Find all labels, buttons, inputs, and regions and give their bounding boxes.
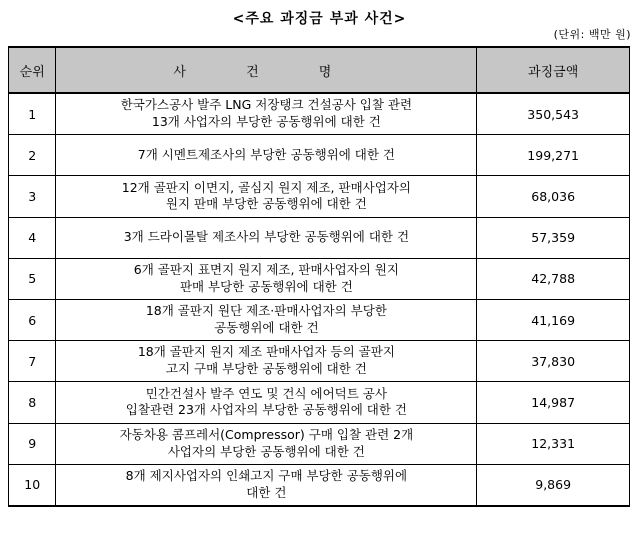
rank-cell: 7: [9, 341, 56, 382]
case-name-line: 판매 부당한 공동행위에 대한 건: [179, 278, 353, 294]
case-name-cell: [56, 135, 477, 176]
fine-amount-cell: 350,543: [477, 93, 630, 135]
table-row: [9, 464, 630, 506]
rank-cell: 4: [9, 217, 56, 258]
fine-amount-cell: 12,331: [477, 423, 630, 464]
case-name-line: 3개 드라이몰탈 제조사의 부당한 공동행위에 대한 건: [123, 229, 410, 245]
fine-amount-cell: 37,830: [477, 341, 630, 382]
case-name-line: 원지 판매 부당한 공동행위에 대한 건: [165, 196, 367, 212]
rank-cell: 3: [9, 176, 56, 217]
fine-amount-cell: 9,869: [477, 464, 630, 506]
case-name-line: 18개 골판지 원단 제조·판매사업자의 부당한: [145, 303, 387, 319]
case-name-cell: [56, 341, 477, 382]
case-name-line: 공동행위에 대한 건: [214, 320, 319, 336]
table-row: [9, 258, 630, 299]
case-name-line: 대한 건: [246, 484, 287, 500]
rank-cell: 6: [9, 299, 56, 340]
rank-cell: 2: [9, 135, 56, 176]
case-name-line: 13개 사업자의 부당한 공동행위에 대한 건: [151, 114, 381, 130]
fine-amount-cell: 199,271: [477, 135, 630, 176]
header-case-name: 사 건 명: [56, 47, 477, 93]
header-rank: 순위: [9, 47, 56, 93]
rank-cell: 1: [9, 93, 56, 135]
rank-cell: 5: [9, 258, 56, 299]
fines-table: [8, 46, 630, 507]
case-name-cell: [56, 258, 477, 299]
table-header-row: [9, 47, 630, 93]
case-name-cell: [56, 464, 477, 506]
table-row: [9, 382, 630, 423]
fine-amount-cell: 57,359: [477, 217, 630, 258]
table-row: [9, 423, 630, 464]
case-name-line: 자동차용 콤프레서(Compressor) 구매 입찰 관련 2개: [119, 426, 414, 442]
rank-cell: 10: [9, 464, 56, 506]
case-name-line: 6개 골판지 표면지 원지 제조, 판매사업자의 원지: [133, 261, 399, 277]
case-name-line: 고지 구매 부당한 공동행위에 대한 건: [165, 361, 367, 377]
table-row: [9, 217, 630, 258]
case-name-line: 사업자의 부당한 공동행위에 대한 건: [167, 443, 365, 459]
table-row: [9, 299, 630, 340]
case-name-line: 12개 골판지 이면지, 골심지 원지 제조, 판매사업자의: [121, 179, 411, 195]
table-row: [9, 93, 630, 135]
unit-note: (단위: 백만 원): [553, 28, 631, 41]
header-fine-amount: 과징금액: [477, 47, 630, 93]
case-name-line: 민간건설사 발주 연도 및 건식 에어덕트 공사: [145, 385, 387, 401]
fine-amount-cell: 68,036: [477, 176, 630, 217]
fine-amount-cell: 14,987: [477, 382, 630, 423]
rank-cell: 9: [9, 423, 56, 464]
case-name-line: 18개 골판지 원지 제조 판매사업자 등의 골판지: [137, 344, 395, 360]
case-name-cell: [56, 382, 477, 423]
case-name-line: 8개 제지사업자의 인쇄고지 구매 부당한 공동행위에: [125, 467, 408, 483]
case-name-cell: [56, 176, 477, 217]
table-row: [9, 341, 630, 382]
case-name-line: 7개 시멘트제조사의 부당한 공동행위에 대한 건: [137, 146, 395, 162]
case-name-cell: [56, 423, 477, 464]
case-name-line: 한국가스공사 발주 LNG 저장탱크 건설공사 입찰 관련: [120, 97, 413, 113]
case-name-cell: [56, 217, 477, 258]
fine-amount-cell: 41,169: [477, 299, 630, 340]
fine-amount-cell: 42,788: [477, 258, 630, 299]
case-name-line: 입찰관련 23개 사업자의 부당한 공동행위에 대한 건: [125, 402, 407, 418]
case-name-cell: [56, 299, 477, 340]
rank-cell: 8: [9, 382, 56, 423]
table-row: [9, 176, 630, 217]
document-title: <주요 과징금 부과 사건>: [232, 11, 407, 27]
table-row: [9, 135, 630, 176]
case-name-cell: [56, 93, 477, 135]
